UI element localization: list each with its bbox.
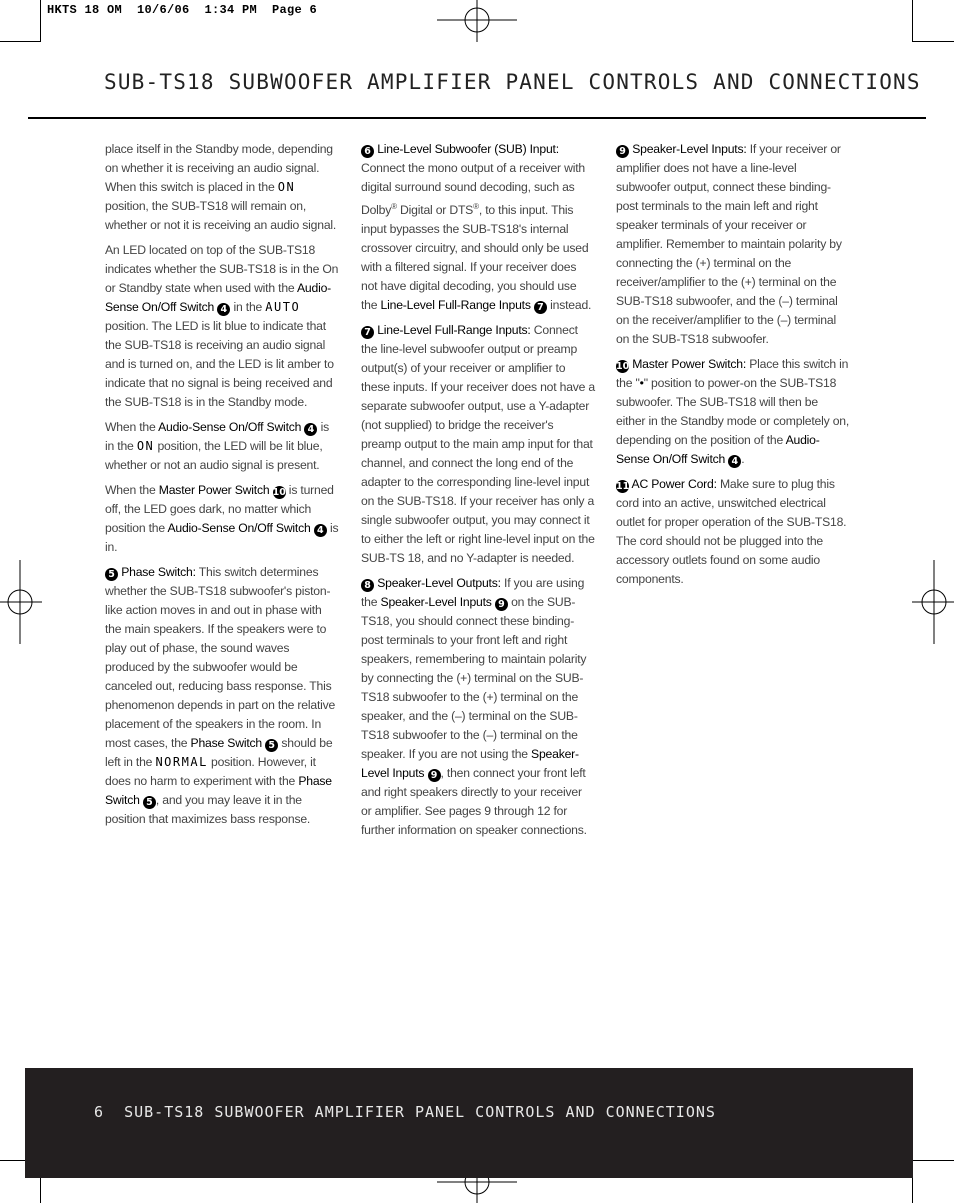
control-reference: Line-Level Full-Range Inputs — [380, 298, 531, 313]
section-heading: Line-Level Full-Range Inputs: — [377, 323, 531, 338]
power-dot-symbol: • — [639, 376, 644, 390]
callout-10-icon: 10 — [272, 487, 286, 498]
lcd-auto-label: AUTO — [265, 300, 301, 314]
callout-9-icon: 9 — [616, 145, 629, 158]
control-reference: Speaker-Level Inputs — [361, 747, 579, 781]
control-reference: Audio-Sense On/Off Switch — [105, 281, 332, 314]
paragraph: 8 Speaker-Level Outputs: If you are using the Speaker-Level Inputs 9 on the SUB-TS18, you should connect these binding-post terminals to your front left and right speakers, remembering to maintain polarity by connecting the (+) terminal on the SUB-TS18 subwoofer to the (+) terminal on the speaker, and the (–) terminal on the SUB-TS18 subwoofer to the (–) terminal on the speaker. If you are not using the Speaker-Level Inputs 9 , then connect your front left and right speakers directly to your receiver or amplifier. See pages 9 through 12 for further information on speaker connections. — [361, 576, 587, 838]
footer-running-title — [94, 1103, 716, 1121]
paragraph: 5 Phase Switch: This switch determines whether the SUB-TS18 subwoofer's piston-like action moves in and out in phase with the main speakers. If the speakers were to play out of phase, the sound waves produced by the subwoofer would be canceled out, reducing bass response. This phenomenon depends in part on the relative placement of the speakers in the room. In most cases, the Phase Switch 5 should be left in the NORMAL position. However, it does no harm to experiment with the Phase Switch 5 , and you may leave it in the position that maximizes bass response. — [105, 565, 336, 826]
callout-4-icon: 4 — [304, 423, 317, 436]
callout-5-icon: 5 — [265, 739, 278, 752]
paragraph: When the Audio-Sense On/Off Switch 4 is in the ON position, the LED will be lit blue, whether or not an audio signal is present. — [105, 420, 330, 472]
paragraph: 10 Master Power Switch: Place this switch in the "•" position to power-on the SUB-TS18 subwoofer. The SUB-TS18 will then be either in the Standby mode or completely on, depending on the position of the Audio-Sense On/Off Switch 4 . — [616, 357, 850, 467]
lcd-on-label: ON — [277, 180, 296, 194]
crop-mark-br-h — [912, 1160, 954, 1161]
paragraph: 11 AC Power Cord: Make sure to plug this cord into an active, unswitched electrical outlet for proper operation of the SUB-TS18. The cord should not be plugged into the accessory outlets found on some audio components. — [616, 477, 847, 586]
registration-mark-top — [437, 0, 517, 42]
callout-5-icon: 5 — [105, 568, 118, 581]
paragraph: place itself in the Standby mode, depending on whether it is receiving an audio signal. When this switch is placed in the ON position, the SUB-TS18 will remain on, whether or not it is receiving an audio signal. — [105, 142, 337, 232]
page-title: SUB-TS18 SUBWOOFER AMPLIFIER PANEL CONTROLS AND CONNECTIONS — [104, 70, 921, 94]
control-reference: Phase Switch — [105, 774, 332, 807]
paragraph: When the Master Power Switch 10 is turned off, the LED goes dark, no matter which position the Audio-Sense On/Off Switch 4 is in. — [105, 483, 339, 554]
callout-7-icon: 7 — [361, 326, 374, 339]
control-reference: Speaker-Level Inputs — [380, 595, 492, 610]
paragraph: 9 Speaker-Level Inputs: If your receiver or amplifier does not have a line-level subwoofer output, connect these binding-post terminals to the main left and right speaker terminals of your receiver or amplifier. Remember to maintain polarity by connecting the (+) terminal on the receiver/amplifier to the (+) terminal on the SUB-TS18 subwoofer, and the (–) terminal on the receiver/amplifier to the (–) terminal on the SUB-TS18 subwoofer. — [616, 142, 842, 346]
column-2 — [361, 140, 595, 846]
print-slug: HKTS 18 OM 10/6/06 1:34 PM Page 6 — [47, 3, 318, 17]
control-reference: Audio-Sense On/Off Switch — [616, 433, 820, 466]
paragraph: 7 Line-Level Full-Range Inputs: Connect the line-level subwoofer output or preamp output(s) of your receiver or amplifier to these inputs. If your receiver does not have a separate subwoofer output, use a Y-adapter (not supplied) to bridge the receiver's preamp output to the main amp input for that channel, and connect the long end of the adapter to the corresponding line-level input on the SUB-TS18. If your receiver has only a single subwoofer output, you may connect it to either the left or right line-level input on the SUB-TS 18, and no Y-adapter is needed. — [361, 323, 596, 566]
callout-4-icon: 4 — [314, 524, 327, 537]
crop-mark-tr-h — [912, 41, 954, 42]
footer-band — [25, 1068, 913, 1178]
control-reference: Audio-Sense On/Off Switch — [158, 420, 302, 434]
callout-9-icon: 9 — [428, 769, 441, 782]
section-heading: Line-Level Subwoofer (SUB) Input: — [377, 142, 559, 156]
callout-9-icon: 9 — [495, 598, 508, 611]
section-heading: Speaker-Level Inputs: — [632, 142, 747, 156]
callout-10-icon: 10 — [616, 361, 630, 372]
callout-5-icon: 5 — [143, 796, 156, 809]
callout-6-icon: 6 — [361, 145, 374, 158]
crop-mark-tl-v — [40, 0, 41, 42]
registration-mark-left — [0, 560, 42, 644]
title-rule — [28, 117, 926, 119]
control-reference: Audio-Sense On/Off Switch — [167, 521, 311, 535]
callout-4-icon: 4 — [217, 303, 230, 316]
footer-title: SUB-TS18 SUBWOOFER AMPLIFIER PANEL CONTROLS AND CONNECTIONS — [124, 1103, 716, 1121]
callout-4-icon: 4 — [728, 455, 741, 468]
crop-mark-tl-h — [0, 41, 41, 42]
page-number: 6 — [94, 1103, 105, 1121]
callout-11-icon: 11 — [616, 481, 630, 492]
callout-8-icon: 8 — [361, 579, 374, 592]
control-reference: Master Power Switch — [158, 483, 270, 497]
callout-7-icon: 7 — [534, 301, 547, 314]
section-heading: Master Power Switch: — [632, 357, 747, 371]
registered-mark: ® — [473, 202, 479, 211]
section-heading: Phase Switch: — [121, 565, 196, 579]
paragraph: 6 Line-Level Subwoofer (SUB) Input: Connect the mono output of a receiver with digital surround sound decoding, such as Dolby® Digital or DTS®, to this input. This input bypasses the SUB-TS18's internal crossover circuitry, and should only be used with a filtered signal. If your receiver does not have digital decoding, you should use the Line-Level Full-Range Inputs 7 instead. — [361, 142, 592, 314]
section-heading: AC Power Cord: — [631, 477, 717, 491]
column-1 — [105, 140, 341, 835]
column-3 — [616, 140, 850, 595]
crop-mark-tr-v — [912, 0, 913, 42]
section-heading: Speaker-Level Outputs: — [377, 576, 501, 591]
control-reference: Phase Switch — [190, 736, 262, 750]
paragraph: An LED located on top of the SUB-TS18 indicates whether the SUB-TS18 is in the On or Standby state when used with the Audio-Sense On/Off Switch 4 in the AUTO position. The LED is lit blue to indicate that the SUB-TS18 is receiving an audio signal and is turned on, and the LED is lit amber to indicate that no signal is being received and the SUB-TS18 is in the Standby mode. — [105, 243, 339, 409]
lcd-normal-label: NORMAL — [155, 755, 208, 769]
registration-mark-right — [912, 560, 954, 644]
registered-mark: ® — [391, 202, 397, 211]
lcd-on-label: ON — [136, 439, 155, 453]
